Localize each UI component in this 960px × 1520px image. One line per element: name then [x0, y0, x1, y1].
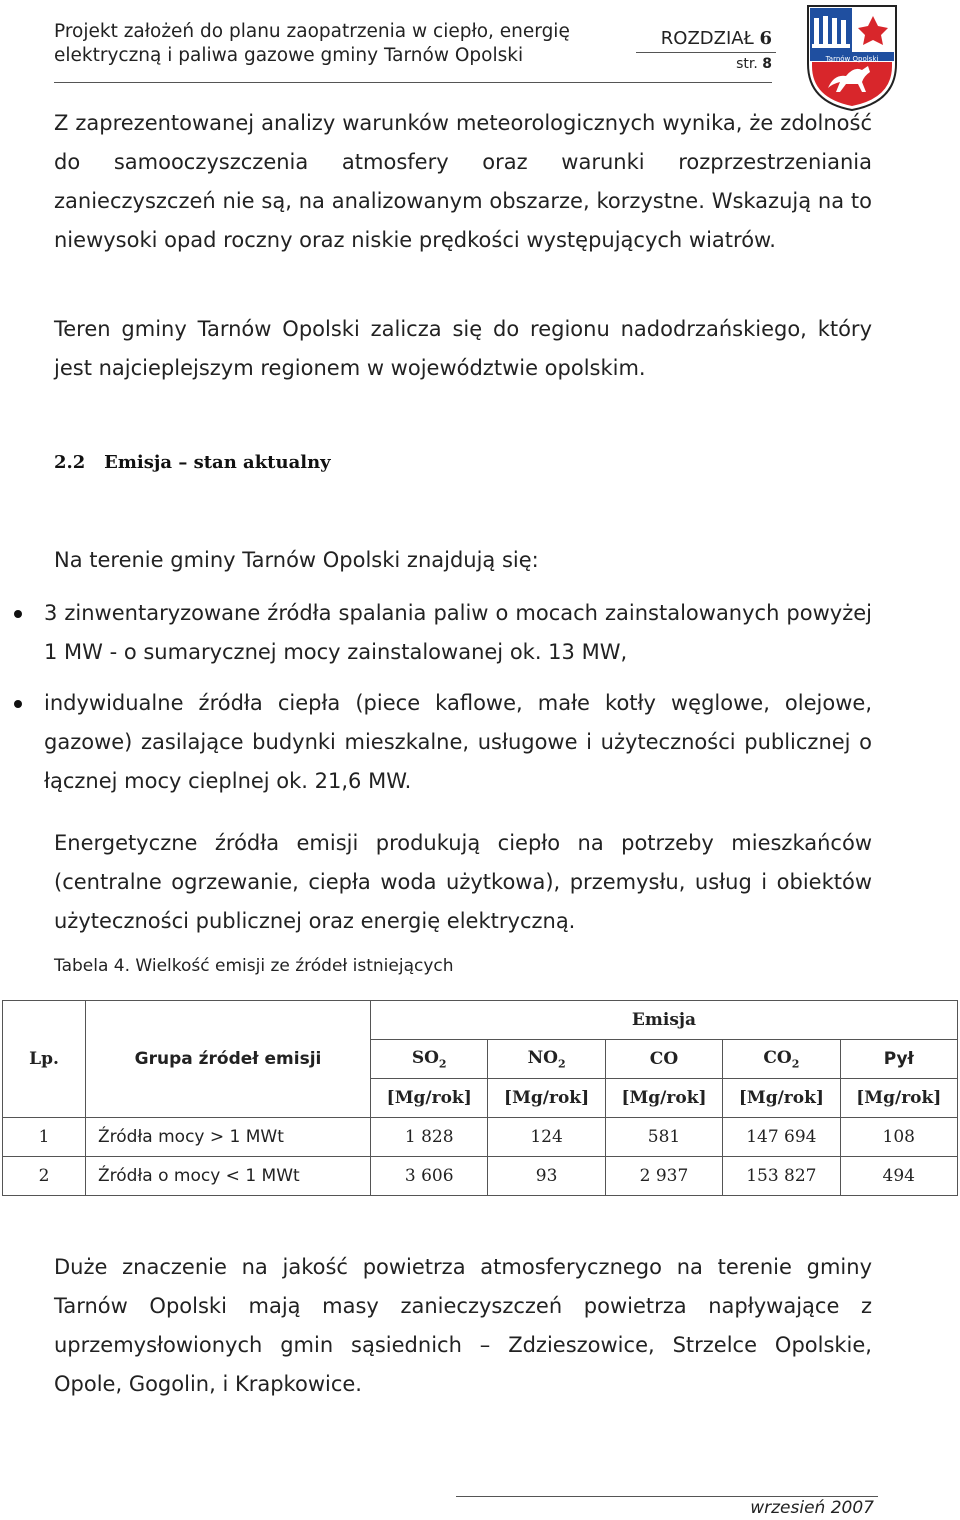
paragraph-sources: Energetyczne źródła emisji produkują ciepło na potrzeby mieszkańców (centralne ogrzewanie, ciepła woda użytkowa), przemysłu, usług i obiektów użyteczności publicznej oraz energię elektryczną. [54, 831, 872, 933]
row-value: 147 694 [723, 1118, 840, 1157]
table-caption: Tabela 4. Wielkość emisji ze źródeł istniejących [54, 956, 454, 976]
unit-cell: [Mg/rok] [371, 1079, 488, 1118]
row-value: 581 [605, 1118, 722, 1157]
unit-cell: [Mg/rok] [840, 1079, 957, 1118]
bullet-icon [14, 700, 22, 708]
row-value: 93 [488, 1157, 605, 1196]
page-number [636, 56, 772, 72]
document-header-title [54, 20, 634, 68]
page-label-text: str. [736, 56, 758, 72]
unit-cell: [Mg/rok] [605, 1079, 722, 1118]
list-item: 3 zinwentaryzowane źródła spalania paliw o mocach zainstalowanych powyżej 1 MW - o sumarycznej mocy zainstalowanej ok. 13 MW, [44, 601, 872, 664]
row-lp: 2 [3, 1157, 86, 1196]
list-item: indywidualne źródła ciepła (piece kaflowe, małe kotły węglowe, olejowe, gazowe) zasilające budynki mieszkalne, usługowe i użyteczności publicznej o łącznej mocy cieplnej ok. 21,6 MW. [44, 691, 872, 793]
chapter-label [636, 28, 772, 49]
row-value: 3 606 [371, 1157, 488, 1196]
table-row [3, 1118, 958, 1157]
chapter-number: 6 [759, 28, 772, 49]
header-pyl: Pył [840, 1040, 957, 1079]
section-number: 2.2 [54, 452, 86, 473]
header-no2: $NO_2$ [488, 1040, 605, 1079]
row-lp: 1 [3, 1118, 86, 1157]
row-value: 108 [840, 1118, 957, 1157]
header-co2: $CO_2$ [723, 1040, 840, 1079]
section-title: Emisja – stan aktualny [104, 452, 331, 473]
row-value: 1 828 [371, 1118, 488, 1157]
header-emission: Emisja [371, 1001, 958, 1040]
paragraph-region: Teren gminy Tarnów Opolski zalicza się do regionu nadodrzańskiego, który jest najcieplejszym regionem w województwie opolskim. [54, 317, 872, 380]
bullet-icon [14, 610, 22, 618]
table-row [3, 1157, 958, 1196]
paragraph-neighbours: Duże znaczenie na jakość powietrza atmosferycznego na terenie gminy Tarnów Opolski mają masy zanieczyszczeń powietrza napływające z uprzemysłowionych gmin sąsiednich – Zdzieszowice, Strzelce Opolskie, Opole, Gogolin, i Krapkowice. [54, 1255, 872, 1396]
row-value: 124 [488, 1118, 605, 1157]
header-co: CO [605, 1040, 722, 1079]
paragraph-meteorology: Z zaprezentowanej analizy warunków meteorologicznych wynika, że zdolność do samooczyszczenia atmosfery oraz warunki rozprzestrzeniania zanieczyszczeń nie są, na analizowanym obszarze, korzystne. Wskazują na to niewysoki opad roczny oraz niskie prędkości występujących wiatrów. [54, 111, 872, 252]
header-lp: Lp. [3, 1001, 86, 1118]
row-value: 2 937 [605, 1157, 722, 1196]
header-so2: $SO_2$ [371, 1040, 488, 1079]
row-group: Źródła o mocy < 1 MWt [86, 1157, 371, 1196]
row-group: Źródła mocy > 1 MWt [86, 1118, 371, 1157]
header-group: Grupa źródeł emisji [86, 1001, 371, 1118]
header-divider-short [636, 52, 776, 53]
header-divider [54, 82, 772, 83]
logo-caption: Tarnów Opolski [825, 55, 879, 63]
unit-cell: [Mg/rok] [488, 1079, 605, 1118]
header-title-line2: elektryczną i paliwa gazowe gminy Tarnów Opolski [54, 45, 524, 66]
chapter-label-text: ROZDZIAŁ [660, 28, 754, 49]
footer-divider [456, 1496, 878, 1497]
row-value: 153 827 [723, 1157, 840, 1196]
unit-cell: [Mg/rok] [723, 1079, 840, 1118]
page-number-value: 8 [762, 56, 772, 72]
footer-date: wrzesień 2007 [750, 1498, 874, 1518]
emission-table [2, 1000, 958, 1196]
row-value: 494 [840, 1157, 957, 1196]
header-title-line1: Projekt założeń do planu zaopatrzenia w ciepło, energię [54, 21, 570, 42]
table-header-row [3, 1001, 958, 1040]
list-intro: Na terenie gminy Tarnów Opolski znajdują się: [54, 548, 539, 572]
section-heading [54, 452, 331, 473]
